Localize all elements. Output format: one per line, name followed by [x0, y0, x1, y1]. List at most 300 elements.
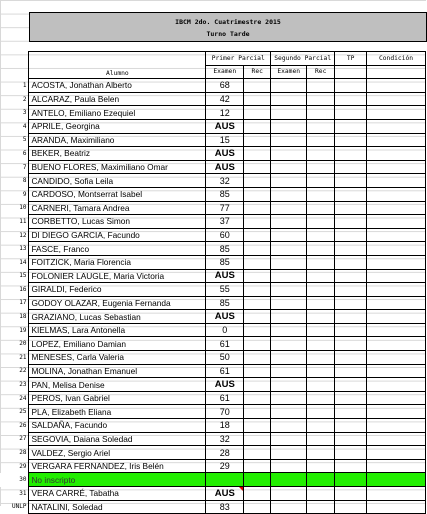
- condicion-cell[interactable]: [367, 106, 426, 120]
- exam2-cell[interactable]: [271, 187, 307, 201]
- exam1-grade-cell[interactable]: 37: [206, 215, 244, 229]
- condicion-cell[interactable]: [367, 187, 426, 201]
- row-number: 16: [0, 283, 29, 297]
- tp-cell[interactable]: [335, 419, 367, 433]
- exam2-cell[interactable]: [271, 133, 307, 147]
- row-number: 26: [0, 419, 29, 433]
- tp-cell[interactable]: [335, 323, 367, 337]
- exam2-cell[interactable]: [271, 119, 307, 133]
- rec1-cell[interactable]: [244, 174, 271, 188]
- exam2-cell[interactable]: [271, 228, 307, 242]
- tp-cell[interactable]: [335, 473, 367, 487]
- rec1-cell[interactable]: [244, 432, 271, 446]
- rec2-cell[interactable]: [307, 228, 335, 242]
- row-number: UNLP: [0, 500, 29, 514]
- exam2-cell[interactable]: [271, 391, 307, 405]
- student-name-cell[interactable]: PEROS, Ivan Gabriel: [29, 391, 206, 405]
- rec2-cell[interactable]: [307, 133, 335, 147]
- student-name-cell[interactable]: BEKER, Beatriz: [29, 147, 206, 161]
- rec2-cell[interactable]: [307, 364, 335, 378]
- condicion-cell[interactable]: [367, 432, 426, 446]
- table-row: [0, 242, 426, 256]
- condicion-cell[interactable]: [367, 283, 426, 297]
- exam1-grade-cell[interactable]: 42: [206, 92, 244, 106]
- table-row: [0, 255, 426, 269]
- exam1-grade-cell[interactable]: AUS: [206, 147, 244, 161]
- rec2-cell[interactable]: [307, 296, 335, 310]
- row-number: 1: [0, 79, 29, 93]
- tp-cell[interactable]: [335, 446, 367, 460]
- sheet-subtitle: Turno Tarde: [206, 30, 250, 38]
- rec2-cell[interactable]: [307, 242, 335, 256]
- exam2-cell[interactable]: [271, 337, 307, 351]
- tp-cell[interactable]: [335, 296, 367, 310]
- condicion-cell[interactable]: [367, 487, 426, 501]
- rec1-cell[interactable]: [244, 364, 271, 378]
- rec1-cell[interactable]: [244, 215, 271, 229]
- condicion-cell[interactable]: [367, 378, 426, 392]
- exam2-cell[interactable]: [271, 459, 307, 473]
- table-row: [0, 92, 426, 106]
- row-number: 3: [0, 106, 29, 120]
- table-row: [0, 133, 426, 147]
- rec1-cell[interactable]: [244, 337, 271, 351]
- tp-cell[interactable]: [335, 92, 367, 106]
- student-name-cell[interactable]: ACOSTA, Jonathan Alberto: [29, 79, 206, 93]
- exam2-cell[interactable]: [271, 283, 307, 297]
- student-name-cell[interactable]: GODOY OLAZAR, Eugenia Fernanda: [29, 296, 206, 310]
- table-row: [0, 269, 426, 283]
- rec1-cell[interactable]: [244, 310, 271, 324]
- condicion-cell[interactable]: [367, 228, 426, 242]
- exam1-grade-cell[interactable]: 83: [206, 500, 244, 514]
- exam1-grade-cell[interactable]: AUS: [206, 269, 244, 283]
- table-row: [0, 405, 426, 419]
- tp-cell[interactable]: [335, 242, 367, 256]
- row-number: 27: [0, 432, 29, 446]
- rec2-cell[interactable]: [307, 351, 335, 365]
- exam2-cell[interactable]: [271, 351, 307, 365]
- exam1-grade-cell[interactable]: 12: [206, 106, 244, 120]
- condicion-cell[interactable]: [367, 310, 426, 324]
- rec1-cell[interactable]: [244, 119, 271, 133]
- row-number: 15: [0, 269, 29, 283]
- primer-parcial-header[interactable]: Primer Parcial: [206, 52, 271, 66]
- tp-cell[interactable]: [335, 378, 367, 392]
- exam1-grade-cell[interactable]: 18: [206, 419, 244, 433]
- condicion-cell[interactable]: [367, 405, 426, 419]
- tp-cell[interactable]: [335, 351, 367, 365]
- exam1-grade-cell[interactable]: 85: [206, 242, 244, 256]
- exam2-cell[interactable]: [271, 378, 307, 392]
- table-row: [0, 419, 426, 433]
- tp-cell[interactable]: [335, 187, 367, 201]
- rec2-cell[interactable]: [307, 147, 335, 161]
- exam2-cell[interactable]: [271, 432, 307, 446]
- student-name-cell[interactable]: PAN, Melisa Denise: [29, 378, 206, 392]
- exam1-grade-cell[interactable]: 61: [206, 337, 244, 351]
- tp-cell[interactable]: [335, 160, 367, 174]
- exam2-cell[interactable]: [271, 323, 307, 337]
- exam2-cell[interactable]: [271, 160, 307, 174]
- student-name-cell[interactable]: GIRALDI, Federico: [29, 283, 206, 297]
- student-name-cell[interactable]: ALCARAZ, Paula Belen: [29, 92, 206, 106]
- student-name-cell[interactable]: DI DIEGO GARCIA, Facundo: [29, 228, 206, 242]
- rec1-header[interactable]: Rec: [244, 65, 271, 79]
- exam1-grade-cell[interactable]: 61: [206, 364, 244, 378]
- table-row: [0, 337, 426, 351]
- row-number: 18: [0, 310, 29, 324]
- table-row: [0, 310, 426, 324]
- condicion-cell[interactable]: [367, 323, 426, 337]
- rec1-cell[interactable]: [244, 351, 271, 365]
- table-row: [0, 446, 426, 460]
- rec2-cell[interactable]: [307, 473, 335, 487]
- tp-cell[interactable]: [335, 201, 367, 215]
- condicion-cell[interactable]: [367, 147, 426, 161]
- rec1-cell[interactable]: [244, 187, 271, 201]
- table-row: [0, 160, 426, 174]
- condicion-cell[interactable]: [367, 473, 426, 487]
- student-name-cell[interactable]: CANDIDO, Sofia Leila: [29, 174, 206, 188]
- row-number-cell: [0, 65, 29, 79]
- rec1-cell[interactable]: [244, 106, 271, 120]
- student-name-cell[interactable]: VERGARA FERNANDEZ, Iris Belén: [29, 459, 206, 473]
- segundo-parcial-header[interactable]: Segundo Parcial: [271, 52, 335, 66]
- rec1-cell[interactable]: [244, 133, 271, 147]
- condicion-cell[interactable]: [367, 500, 426, 514]
- tp-cell[interactable]: [335, 79, 367, 93]
- rec1-cell[interactable]: [244, 269, 271, 283]
- rec2-cell[interactable]: [307, 419, 335, 433]
- rec1-cell[interactable]: [244, 92, 271, 106]
- student-name-cell[interactable]: PLA, Elizabeth Eliana: [29, 405, 206, 419]
- examen2-header[interactable]: Examen: [271, 65, 307, 79]
- row-number: 19: [0, 323, 29, 337]
- rec1-cell[interactable]: [244, 487, 271, 501]
- student-name-cell[interactable]: CORBETTO, Lucas Simon: [29, 215, 206, 229]
- row-number: 6: [0, 147, 29, 161]
- rec1-cell[interactable]: [244, 283, 271, 297]
- table-row: [0, 215, 426, 229]
- tp-cell[interactable]: [335, 174, 367, 188]
- condicion-cell[interactable]: [367, 174, 426, 188]
- exam2-cell[interactable]: [271, 255, 307, 269]
- exam2-cell[interactable]: [271, 500, 307, 514]
- rec1-cell[interactable]: [244, 323, 271, 337]
- rec2-cell[interactable]: [307, 174, 335, 188]
- rec1-cell[interactable]: [244, 419, 271, 433]
- rec2-cell[interactable]: [307, 337, 335, 351]
- tp-cell[interactable]: [335, 65, 367, 79]
- student-name-cell[interactable]: SEGOVIA, Daiana Soledad: [29, 432, 206, 446]
- student-name-cell[interactable]: FASCE, Franco: [29, 242, 206, 256]
- table-row: [0, 106, 426, 120]
- exam1-grade-cell[interactable]: 55: [206, 283, 244, 297]
- table-row: [0, 432, 426, 446]
- rec2-cell[interactable]: [307, 215, 335, 229]
- table-row: [0, 351, 426, 365]
- rec2-cell[interactable]: [307, 283, 335, 297]
- row-number: 14: [0, 255, 29, 269]
- student-name-cell[interactable]: MENESES, Carla Valeria: [29, 351, 206, 365]
- exam1-grade-cell[interactable]: 70: [206, 405, 244, 419]
- tp-cell[interactable]: [335, 119, 367, 133]
- condicion-cell[interactable]: [367, 419, 426, 433]
- condicion-cell[interactable]: [367, 119, 426, 133]
- row-number: 25: [0, 405, 29, 419]
- row-number: 30: [0, 473, 29, 487]
- condicion-cell[interactable]: [367, 446, 426, 460]
- condicion-cell[interactable]: [367, 337, 426, 351]
- exam1-grade-cell[interactable]: [206, 473, 244, 487]
- table-row: [0, 174, 426, 188]
- condicion-cell[interactable]: [367, 242, 426, 256]
- rec2-cell[interactable]: [307, 378, 335, 392]
- student-name-cell[interactable]: APRILE, Georgina: [29, 119, 206, 133]
- examen1-header[interactable]: Examen: [206, 65, 244, 79]
- rec1-cell[interactable]: [244, 459, 271, 473]
- exam1-grade-cell[interactable]: AUS: [206, 378, 244, 392]
- student-name-cell[interactable]: SALDAÑA, Facundo: [29, 419, 206, 433]
- tp-cell[interactable]: [335, 215, 367, 229]
- tp-cell[interactable]: [335, 147, 367, 161]
- exam2-cell[interactable]: [271, 364, 307, 378]
- exam1-grade-cell[interactable]: 32: [206, 432, 244, 446]
- table-row: [0, 296, 426, 310]
- condicion-cell[interactable]: [367, 296, 426, 310]
- row-number: 7: [0, 160, 29, 174]
- table-row: [0, 323, 426, 337]
- condicion-cell[interactable]: [367, 269, 426, 283]
- row-number: 2: [0, 92, 29, 106]
- condicion-cell[interactable]: [367, 79, 426, 93]
- tp-cell[interactable]: [335, 228, 367, 242]
- rec2-cell[interactable]: [307, 446, 335, 460]
- tp-cell[interactable]: [335, 459, 367, 473]
- rec1-cell[interactable]: [244, 160, 271, 174]
- student-name-cell[interactable]: LOPEZ, Emiliano Damian: [29, 337, 206, 351]
- rec1-cell[interactable]: [244, 242, 271, 256]
- condicion-cell[interactable]: [367, 65, 426, 79]
- student-name-cell[interactable]: CARNERI, Tamara Andrea: [29, 201, 206, 215]
- exam2-cell[interactable]: [271, 269, 307, 283]
- condicion-cell[interactable]: [367, 391, 426, 405]
- tp-cell[interactable]: [335, 269, 367, 283]
- table-row: [0, 391, 426, 405]
- row-number: 12: [0, 228, 29, 242]
- row-number: 11: [0, 215, 29, 229]
- tp-cell[interactable]: [335, 283, 367, 297]
- student-name-cell[interactable]: NATALINI, Soledad: [29, 500, 206, 514]
- table-row: [0, 459, 426, 473]
- tp-cell[interactable]: [335, 391, 367, 405]
- rec1-cell[interactable]: [244, 378, 271, 392]
- header-row-1: [0, 52, 426, 66]
- condicion-cell[interactable]: [367, 133, 426, 147]
- table-row: [0, 500, 426, 514]
- row-number: 31: [0, 487, 29, 501]
- rec2-cell[interactable]: [307, 310, 335, 324]
- exam2-cell[interactable]: [271, 215, 307, 229]
- row-number-cell: [0, 52, 29, 66]
- condicion-cell[interactable]: [367, 351, 426, 365]
- exam1-grade-cell[interactable]: 61: [206, 391, 244, 405]
- table-row: [0, 79, 426, 93]
- rec1-cell[interactable]: [244, 201, 271, 215]
- rec2-cell[interactable]: [307, 405, 335, 419]
- exam1-grade-cell[interactable]: 85: [206, 296, 244, 310]
- tp-cell[interactable]: [335, 500, 367, 514]
- rec2-cell[interactable]: [307, 119, 335, 133]
- rec2-cell[interactable]: [307, 187, 335, 201]
- rec1-cell[interactable]: [244, 473, 271, 487]
- rec1-cell[interactable]: [244, 255, 271, 269]
- rec2-cell[interactable]: [307, 487, 335, 501]
- table-row: [0, 187, 426, 201]
- exam1-grade-cell[interactable]: AUS: [206, 119, 244, 133]
- grades-table: [0, 51, 426, 514]
- tp-cell[interactable]: [335, 106, 367, 120]
- row-number: 21: [0, 351, 29, 365]
- rec2-cell[interactable]: [307, 459, 335, 473]
- exam2-cell[interactable]: [271, 106, 307, 120]
- rec1-cell[interactable]: [244, 147, 271, 161]
- exam1-grade-cell[interactable]: 68: [206, 79, 244, 93]
- table-row: [0, 364, 426, 378]
- exam1-grade-cell[interactable]: 60: [206, 228, 244, 242]
- rec1-cell[interactable]: [244, 391, 271, 405]
- condicion-cell[interactable]: [367, 215, 426, 229]
- rec2-cell[interactable]: [307, 201, 335, 215]
- rec1-cell[interactable]: [244, 296, 271, 310]
- exam2-cell[interactable]: [271, 419, 307, 433]
- condicion-cell[interactable]: [367, 459, 426, 473]
- rec1-cell[interactable]: [244, 79, 271, 93]
- row-number: 23: [0, 378, 29, 392]
- student-name-cell[interactable]: ANTELO, Emiliano Ezequiel: [29, 106, 206, 120]
- rec1-cell[interactable]: [244, 446, 271, 460]
- exam1-grade-cell[interactable]: 15: [206, 133, 244, 147]
- table-row: [0, 473, 426, 487]
- alumno-header[interactable]: Alumno: [29, 52, 206, 79]
- tp-cell[interactable]: [335, 432, 367, 446]
- rec2-cell[interactable]: [307, 160, 335, 174]
- condicion-cell[interactable]: [367, 92, 426, 106]
- row-number: 24: [0, 391, 29, 405]
- exam2-cell[interactable]: [271, 473, 307, 487]
- student-name-cell[interactable]: KIELMAS, Lara Antonella: [29, 323, 206, 337]
- tp-cell[interactable]: [335, 364, 367, 378]
- condicion-header[interactable]: Condición: [367, 52, 426, 66]
- student-name-cell[interactable]: FOITZICK, Maria Florencia: [29, 255, 206, 269]
- tp-cell[interactable]: [335, 337, 367, 351]
- row-number: 20: [0, 337, 29, 351]
- rec1-cell[interactable]: [244, 500, 271, 514]
- exam2-cell[interactable]: [271, 446, 307, 460]
- row-number: 4: [0, 119, 29, 133]
- tp-cell[interactable]: [335, 133, 367, 147]
- student-name-cell[interactable]: GRAZIANO, Lucas Sebastian: [29, 310, 206, 324]
- table-row: [0, 228, 426, 242]
- exam1-grade-cell[interactable]: 32: [206, 174, 244, 188]
- row-number: 9: [0, 187, 29, 201]
- condicion-cell[interactable]: [367, 160, 426, 174]
- student-name-cell[interactable]: VALDEZ, Sergio Ariel: [29, 446, 206, 460]
- rec2-cell[interactable]: [307, 92, 335, 106]
- tp-cell[interactable]: [335, 405, 367, 419]
- exam1-grade-cell[interactable]: 29: [206, 459, 244, 473]
- rec1-cell[interactable]: [244, 228, 271, 242]
- exam1-grade-cell[interactable]: AUS: [206, 310, 244, 324]
- exam2-cell[interactable]: [271, 79, 307, 93]
- exam2-cell[interactable]: [271, 487, 307, 501]
- tp-cell[interactable]: [335, 255, 367, 269]
- row-number: 13: [0, 242, 29, 256]
- exam2-cell[interactable]: [271, 147, 307, 161]
- rec2-cell[interactable]: [307, 323, 335, 337]
- exam1-grade-cell[interactable]: 50: [206, 351, 244, 365]
- rec2-cell[interactable]: [307, 500, 335, 514]
- condicion-cell[interactable]: [367, 364, 426, 378]
- exam1-grade-cell[interactable]: AUS: [206, 160, 244, 174]
- rec2-header[interactable]: Rec: [307, 65, 335, 79]
- exam1-grade-cell[interactable]: 85: [206, 187, 244, 201]
- row-number: 10: [0, 201, 29, 215]
- row-number: 5: [0, 133, 29, 147]
- student-name-cell[interactable]: BUENO FLORES, Maximiliano Omar: [29, 160, 206, 174]
- exam1-grade-cell[interactable]: 0: [206, 323, 244, 337]
- student-name-cell[interactable]: ARANDA, Maximiliano: [29, 133, 206, 147]
- exam1-grade-cell[interactable]: AUS: [206, 487, 244, 501]
- exam1-grade-cell[interactable]: 85: [206, 255, 244, 269]
- rec2-cell[interactable]: [307, 432, 335, 446]
- exam2-cell[interactable]: [271, 174, 307, 188]
- student-name-cell[interactable]: FOLONIER LAUGLE, Maria Victoria: [29, 269, 206, 283]
- rec2-cell[interactable]: [307, 269, 335, 283]
- rec2-cell[interactable]: [307, 255, 335, 269]
- exam1-grade-cell[interactable]: 77: [206, 201, 244, 215]
- exam2-cell[interactable]: [271, 310, 307, 324]
- tp-header[interactable]: TP: [335, 52, 367, 66]
- sheet-title-block[interactable]: [29, 12, 427, 42]
- rec2-cell[interactable]: [307, 106, 335, 120]
- exam2-cell[interactable]: [271, 405, 307, 419]
- condicion-cell[interactable]: [367, 201, 426, 215]
- rec2-cell[interactable]: [307, 391, 335, 405]
- table-row: [0, 378, 426, 392]
- exam1-grade-cell[interactable]: 28: [206, 446, 244, 460]
- student-name-cell[interactable]: CARDOSO, Montserrat Isabel: [29, 187, 206, 201]
- row-number: 17: [0, 296, 29, 310]
- sheet-title: IBCM 2do. Cuatrimestre 2015: [175, 18, 281, 26]
- condicion-cell[interactable]: [367, 255, 426, 269]
- student-name-cell[interactable]: MOLINA, Jonathan Emanuel: [29, 364, 206, 378]
- row-number: 22: [0, 364, 29, 378]
- tp-cell[interactable]: [335, 310, 367, 324]
- tp-cell[interactable]: [335, 487, 367, 501]
- exam2-cell[interactable]: [271, 296, 307, 310]
- row-number: 28: [0, 446, 29, 460]
- exam2-cell[interactable]: [271, 92, 307, 106]
- rec1-cell[interactable]: [244, 405, 271, 419]
- exam2-cell[interactable]: [271, 201, 307, 215]
- student-name-cell[interactable]: VERA CARRÉ, Tabatha: [29, 487, 206, 501]
- rec2-cell[interactable]: [307, 79, 335, 93]
- student-name-cell[interactable]: No inscripto: [29, 473, 206, 487]
- exam2-cell[interactable]: [271, 242, 307, 256]
- table-row: [0, 487, 426, 501]
